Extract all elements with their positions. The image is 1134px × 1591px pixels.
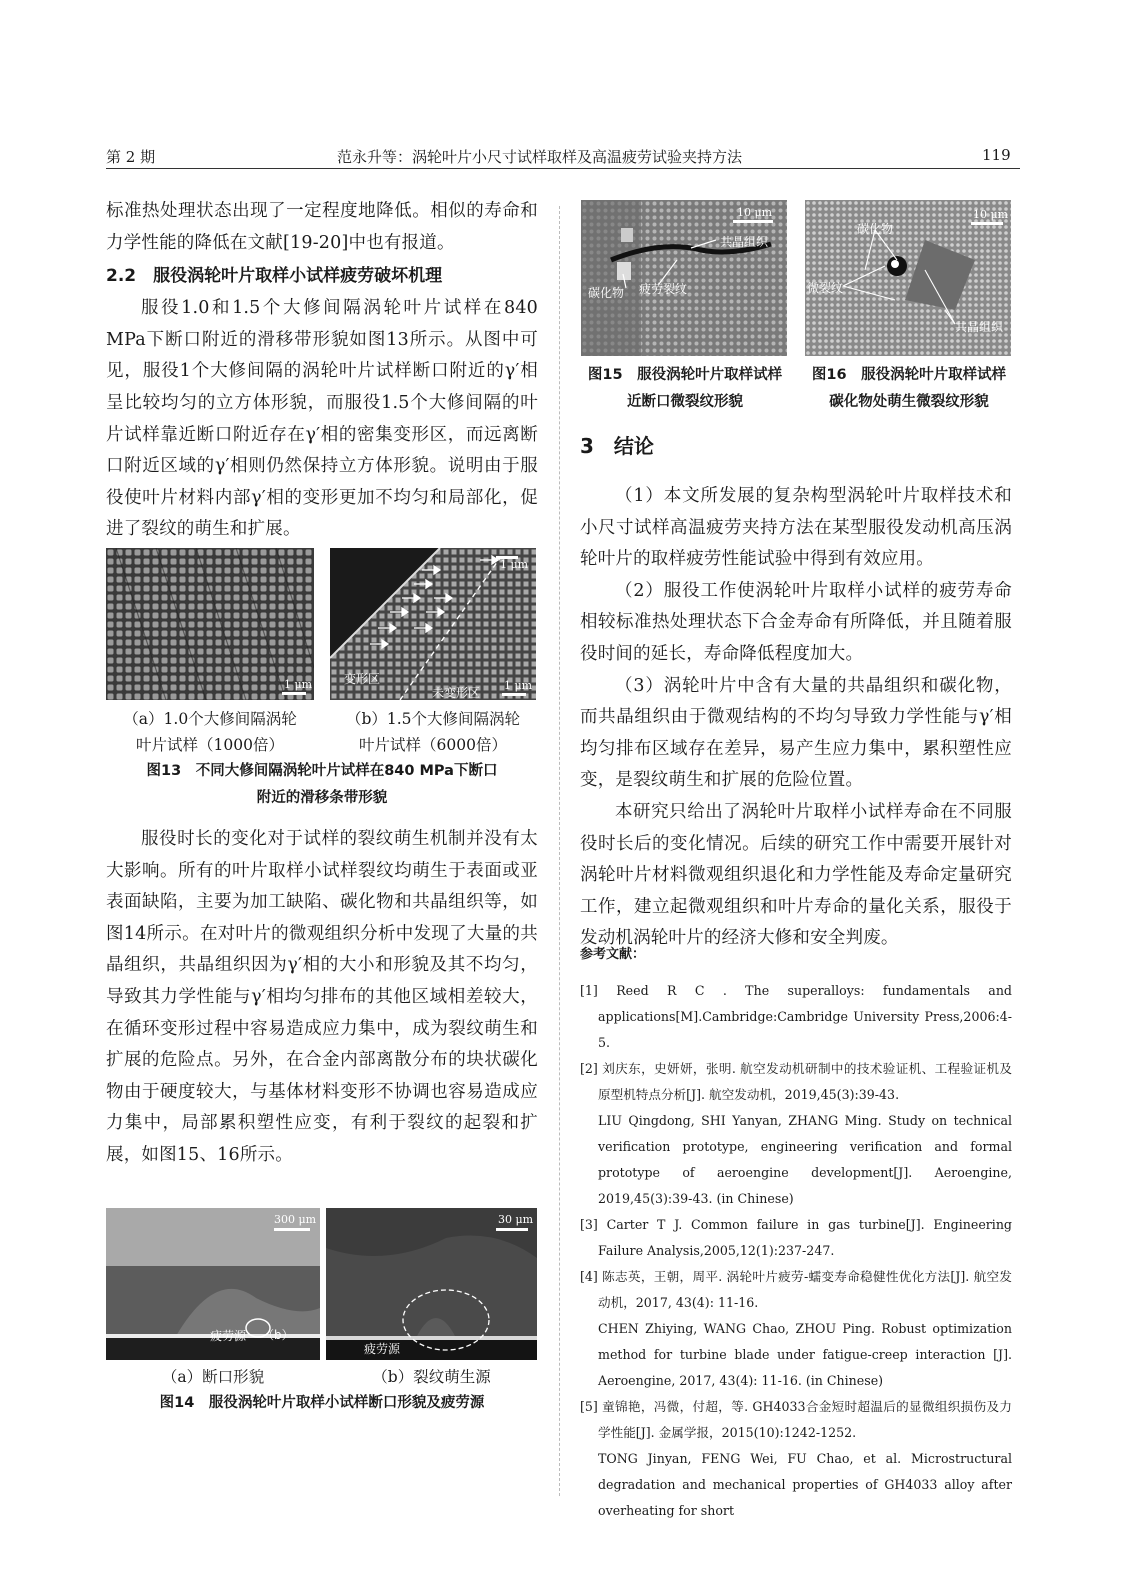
- carbide-label: 碳化物: [857, 222, 894, 236]
- scale-label: 10 μm: [973, 208, 1009, 221]
- reference-item-en: TONG Jinyan, FENG Wei, FU Chao, et al. Microstructural degradation and mechanical properties of GH4033 alloy after overheating for short: [598, 1451, 1012, 1518]
- reference-item-en: LIU Qingdong, SHI Yanyan, ZHANG Ming. Study on technical verification prototype, engineering verification and formal prototype of aeroengine development[J]. Aeroengine, 2019,45(3):39-43. (in Chinese): [598, 1113, 1012, 1206]
- header-rule: [106, 168, 1020, 169]
- conclusion-1: （1）本文所发展的复杂构型涡轮叶片取样技术和小尺寸试样高温疲劳夹持方法在某型服役发动机高压涡轮叶片的取样疲劳性能试验中得到有效应用。: [580, 486, 1012, 570]
- fig14b-crack-source-image: [326, 1208, 537, 1360]
- fig15-title: 图15 服役涡轮叶片取样试样 近断口微裂纹形貌: [587, 367, 783, 410]
- paragraph: 标准热处理状态出现了一定程度地降低。相似的寿命和力学性能的降低在文献[19-20]中也有报道。: [106, 201, 538, 253]
- scale-label: 10 μm: [737, 206, 773, 219]
- scale-label: 30 μm: [498, 1213, 534, 1226]
- fig13b-caption: （b）1.5个大修间隔涡轮 叶片试样（6000倍）: [345, 710, 521, 754]
- section-heading: 3 结论: [580, 434, 654, 458]
- paragraph: 服役1.0和1.5个大修间隔涡轮叶片试样在840 MPa下断口附近的滑移带形貌如图13所示。从图中可见，服役1个大修间隔的涡轮叶片试样断口附近的γ′相呈比较均匀的立方体形貌，而服役1.5个大修间隔的叶片试样靠近断口附近存在γ′相的密集变形区，而远离断口附近区域的γ′相则仍然保持立方体形貌。说明由于服役使叶片材料内部γ′相的变形更加不均匀和局部化，促进了裂纹的萌生和扩展。: [106, 298, 538, 540]
- conclusion-3: （3）涡轮叶片中含有大量的共晶组织和碳化物，而共晶组织由于微观结构的不均匀导致力学性能与γ′相均匀排布区域存在差异，易产生应力集中，累积塑性应变，是裂纹萌生和扩展的危险位置。: [580, 675, 1012, 791]
- scale-bar: [282, 692, 306, 695]
- scale-bar: [971, 222, 1003, 225]
- fig13a-micrograph: [106, 548, 314, 700]
- scale-bar: [496, 1228, 528, 1231]
- reference-item-en: CHEN Zhiying, WANG Chao, ZHOU Ping. Robust optimization method for turbine blade under fatigue-creep interaction [J]. Aeroengine, 2017, 43(4): 11-16. (in Chinese): [598, 1321, 1012, 1388]
- fig13b-micrograph: [330, 548, 536, 700]
- reference-item: [1] Reed R C . The superalloys: fundamentals and applications[M].Cambridge:Cambridge University Press,2006:4-5.: [580, 983, 1012, 1050]
- eutectic-label: 共晶组织: [955, 320, 1004, 334]
- fig14a-fracture-image: [106, 1208, 320, 1360]
- scale-bar: [733, 220, 773, 223]
- reference-item: [2] 刘庆东，史妍妍，张明. 航空发动机研制中的技术验证机、工程验证机及原型机特点分析[J]. 航空发动机，2019,45(3):39-43.: [580, 1061, 1012, 1102]
- scale-bar: [502, 693, 526, 696]
- fig15-micrograph: [581, 200, 787, 356]
- carbide-label: 碳化物: [588, 286, 625, 300]
- reference-item: [4] 陈志英，王朝，周平. 涡轮叶片疲劳-蠕变寿命稳健性优化方法[J]. 航空发动机，2017, 43(4): 11-16.: [580, 1269, 1012, 1310]
- fig13a-caption: （a）1.0个大修间隔涡轮 叶片试样（1000倍）: [123, 710, 297, 754]
- scale-label: 300 μm: [274, 1213, 317, 1226]
- references: [580, 942, 1012, 1524]
- deformation-zone-label: 变形区: [344, 672, 381, 686]
- page-number: 119: [982, 146, 1011, 164]
- left-column-top: [106, 196, 538, 546]
- reference-item: [3] Carter T J. Common failure in gas turbine[J]. Engineering Failure Analysis,2005,12(1):237-247.: [580, 1217, 1012, 1258]
- scale-label: 1 μm: [500, 558, 529, 571]
- fig14-title: 图14 服役涡轮叶片取样小试样断口形貌及疲劳源: [159, 1395, 485, 1411]
- fig14b-caption: （b）裂纹萌生源: [372, 1368, 491, 1386]
- fatigue-crack-label: 疲劳裂纹: [639, 282, 688, 296]
- undeformed-zone-label: 未变形区: [432, 686, 481, 700]
- microcrack-label: 微裂纹: [807, 281, 844, 295]
- fatigue-source-label: 疲劳源: [364, 1342, 401, 1356]
- paragraph: 服役时长的变化对于试样的裂纹萌生机制并没有太大影响。所有的叶片取样小试样裂纹均萌生于表面或亚表面缺陷，主要为加工缺陷、碳化物和共晶组织等，如图14所示。在对叶片的微观组织分析中发现了大量的共晶组织，共晶组织因为γ′相的大小和形貌及其不均匀，导致其力学性能与γ′相均匀排布的其他区域相差较大，在循环变形过程中容易造成应力集中，成为裂纹萌生和扩展的危险点。另外，在合金内部离散分布的块状碳化物由于硬度较大，与基体材料变形不协调也容易造成应力集中，局部累积塑性应变，有利于裂纹的起裂和扩展，如图15、16所示。: [106, 829, 538, 1165]
- scale-label: 1 μm: [284, 678, 313, 691]
- eutectic-label: 共晶组织: [720, 235, 769, 249]
- right-column-body: [580, 430, 1012, 955]
- column-divider: [559, 206, 560, 1496]
- fatigue-source-label: 疲劳源: [210, 1329, 247, 1343]
- fig16-title: 图16 服役涡轮叶片取样试样 碳化物处萌生微裂纹形貌: [811, 367, 1007, 410]
- subfigure-b-marker: （b）: [262, 1328, 294, 1342]
- left-column-body: [106, 824, 538, 1172]
- fig16-micrograph: [805, 200, 1011, 356]
- paragraph: 本研究只给出了涡轮叶片取样小试样寿命在不同服役时长后的变化情况。后续的研究工作中需要开展针对涡轮叶片材料微观组织退化和力学性能及寿命定量研究工作，建立起微观组织和叶片寿命的量化关系，服役于发动机涡轮叶片的经济大修和安全判废。: [580, 801, 1012, 949]
- section-heading: 2.2 服役涡轮叶片取样小试样疲劳破坏机理: [106, 266, 443, 287]
- running-title: 范永升等：涡轮叶片小尺寸试样取样及高温疲劳试验夹持方法: [337, 148, 743, 166]
- fig13-title: 图13 不同大修间隔涡轮叶片试样在840 MPa下断口 附近的滑移条带形貌: [146, 763, 498, 806]
- scale-label: 1 μm: [504, 679, 533, 692]
- issue-number: 第 2 期: [106, 148, 156, 166]
- fig14a-caption: （a）断口形貌: [161, 1368, 265, 1386]
- references-heading: 参考文献：: [580, 947, 646, 962]
- conclusion-2: （2）服役工作使涡轮叶片取样小试样的疲劳寿命相较标准热处理状态下合金寿命有所降低，并且随着服役时间的延长，寿命降低程度加大。: [580, 580, 1012, 664]
- scale-bar: [274, 1228, 310, 1231]
- reference-item: [5] 童锦艳，冯微，付超，等. GH4033合金短时超温后的显微组织损伤及力学性能[J]. 金属学报，2015(10):1242-1252.: [580, 1399, 1012, 1440]
